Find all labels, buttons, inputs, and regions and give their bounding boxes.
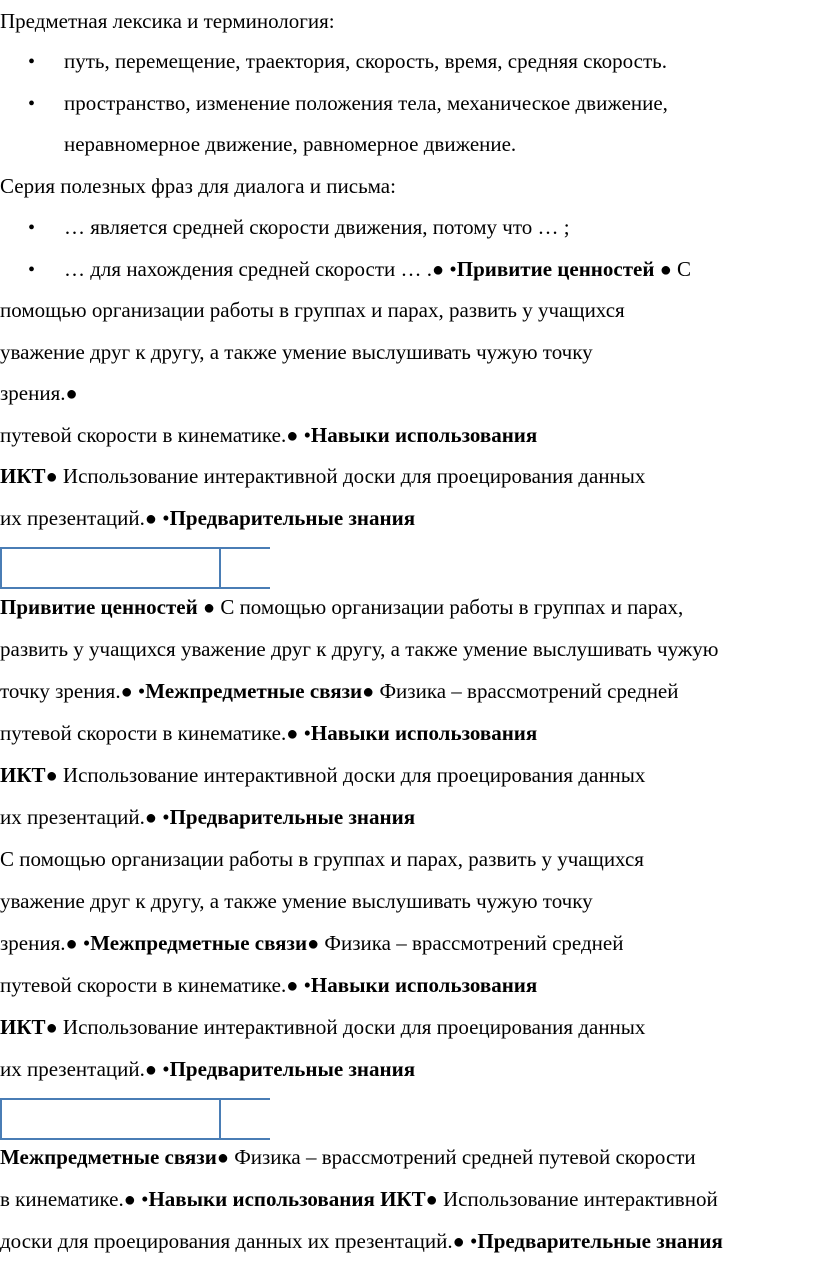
- paragraph-line: путевой скорости в кинематике.● •Навыки использования: [0, 721, 538, 745]
- paragraph-line: развить у учащихся уважение друг к другу, а также умение выслушивать чужую: [0, 637, 719, 661]
- paragraph-line: помощью организации работы в группах и парах, развить у учащихся: [0, 298, 625, 322]
- paragraph-line: их презентаций.● •Предварительные знания: [0, 805, 416, 829]
- bold-heading: Привитие ценностей: [456, 257, 655, 281]
- paragraph-line: путевой скорости в кинематике.● •Навыки использования: [0, 973, 538, 997]
- paragraph-line: уважение друг к другу, а также умение выслушивать чужую точку: [0, 889, 593, 913]
- list-item: • путь, перемещение, траектория, скорость, время, средняя скорость.: [28, 48, 35, 75]
- heading-phrases: Серия полезных фраз для диалога и письма:: [0, 174, 396, 198]
- paragraph-line: их презентаций.● •Предварительные знания: [0, 506, 416, 530]
- table-fragment: [0, 547, 270, 589]
- bullet-glyph: ●: [65, 383, 78, 405]
- paragraph-line: доски для проецирования данных их презентаций.● •Предварительные знания: [0, 1229, 723, 1253]
- list-item: • … является средней скорости движения, потому что … ;: [28, 214, 35, 241]
- paragraph-line: С помощью организации работы в группах и парах, развить у учащихся: [0, 847, 644, 871]
- paragraph-line: ИКТ● Использование интерактивной доски для проецирования данных: [0, 464, 646, 488]
- paragraph-line: в кинематике.● •Навыки использования ИКТ● Использование интерактивной: [0, 1187, 718, 1211]
- bullet-glyph: ●: [659, 259, 672, 281]
- paragraph-line: зрения.● •Межпредметные связи● Физика – врассмотрений средней: [0, 931, 624, 955]
- paragraph-line: точку зрения.● •Межпредметные связи● Физика – врассмотрений средней: [0, 679, 679, 703]
- list-item: • пространство, изменение положения тела, механическое движение,: [28, 90, 35, 117]
- paragraph-line: зрения.●: [0, 381, 78, 405]
- paragraph-line: ИКТ● Использование интерактивной доски для проецирования данных: [0, 763, 646, 787]
- list-item-continuation: неравномерное движение, равномерное движение.: [64, 132, 517, 156]
- phrase-text: … для нахождения средней скорости … .: [64, 257, 433, 281]
- paragraph-line: ИКТ● Использование интерактивной доски для проецирования данных: [0, 1015, 646, 1039]
- bullet-glyph: •: [449, 257, 457, 281]
- paragraph-line: Межпредметные связи● Физика – врассмотрений средней путевой скорости: [0, 1145, 696, 1169]
- table-fragment: [0, 1098, 270, 1140]
- paragraph-line: их презентаций.● •Предварительные знания: [0, 1057, 416, 1081]
- list-item: • … для нахождения средней скорости … .● •Привитие ценностей ● С: [28, 256, 35, 283]
- paragraph-line: уважение друг к другу, а также умение выслушивать чужую точку: [0, 340, 593, 364]
- heading-vocabulary: Предметная лексика и терминология:: [0, 9, 335, 33]
- bullet-glyph: ●: [432, 259, 445, 281]
- paragraph-line: путевой скорости в кинематике.● •Навыки использования: [0, 423, 538, 447]
- paragraph-line: Привитие ценностей ● С помощью организации работы в группах и парах,: [0, 595, 684, 619]
